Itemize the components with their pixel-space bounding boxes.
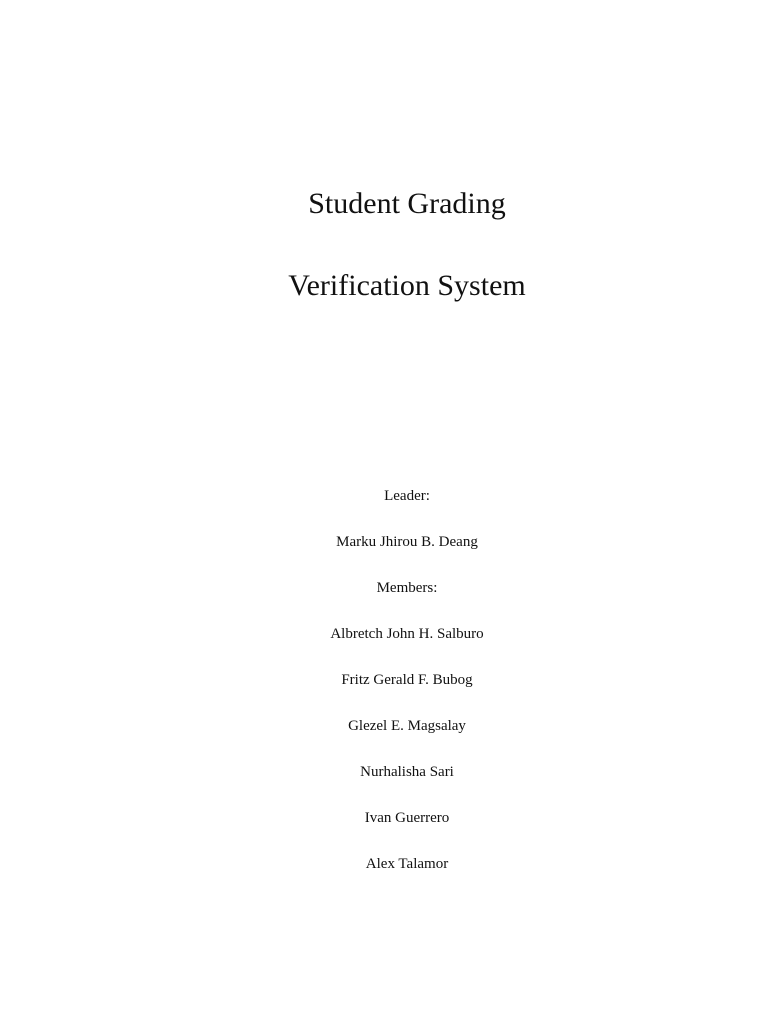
member-name: Alex Talamor [365,856,449,872]
member-name: Albretch John H. Salburo [330,626,484,642]
leader-name: Marku Jhirou B. Deang [336,534,478,550]
member-name: Fritz Gerald F. Bubog [341,672,473,688]
leader-label: Leader: [384,488,430,504]
member-name: Glezel E. Magsalay [348,718,466,734]
members-label: Members: [376,580,438,596]
member-name: Ivan Guerrero [364,810,450,826]
document-title-line-1: Student Grading [308,187,506,220]
member-name: Nurhalisha Sari [360,764,454,780]
document-title-line-2: Verification System [288,269,526,302]
